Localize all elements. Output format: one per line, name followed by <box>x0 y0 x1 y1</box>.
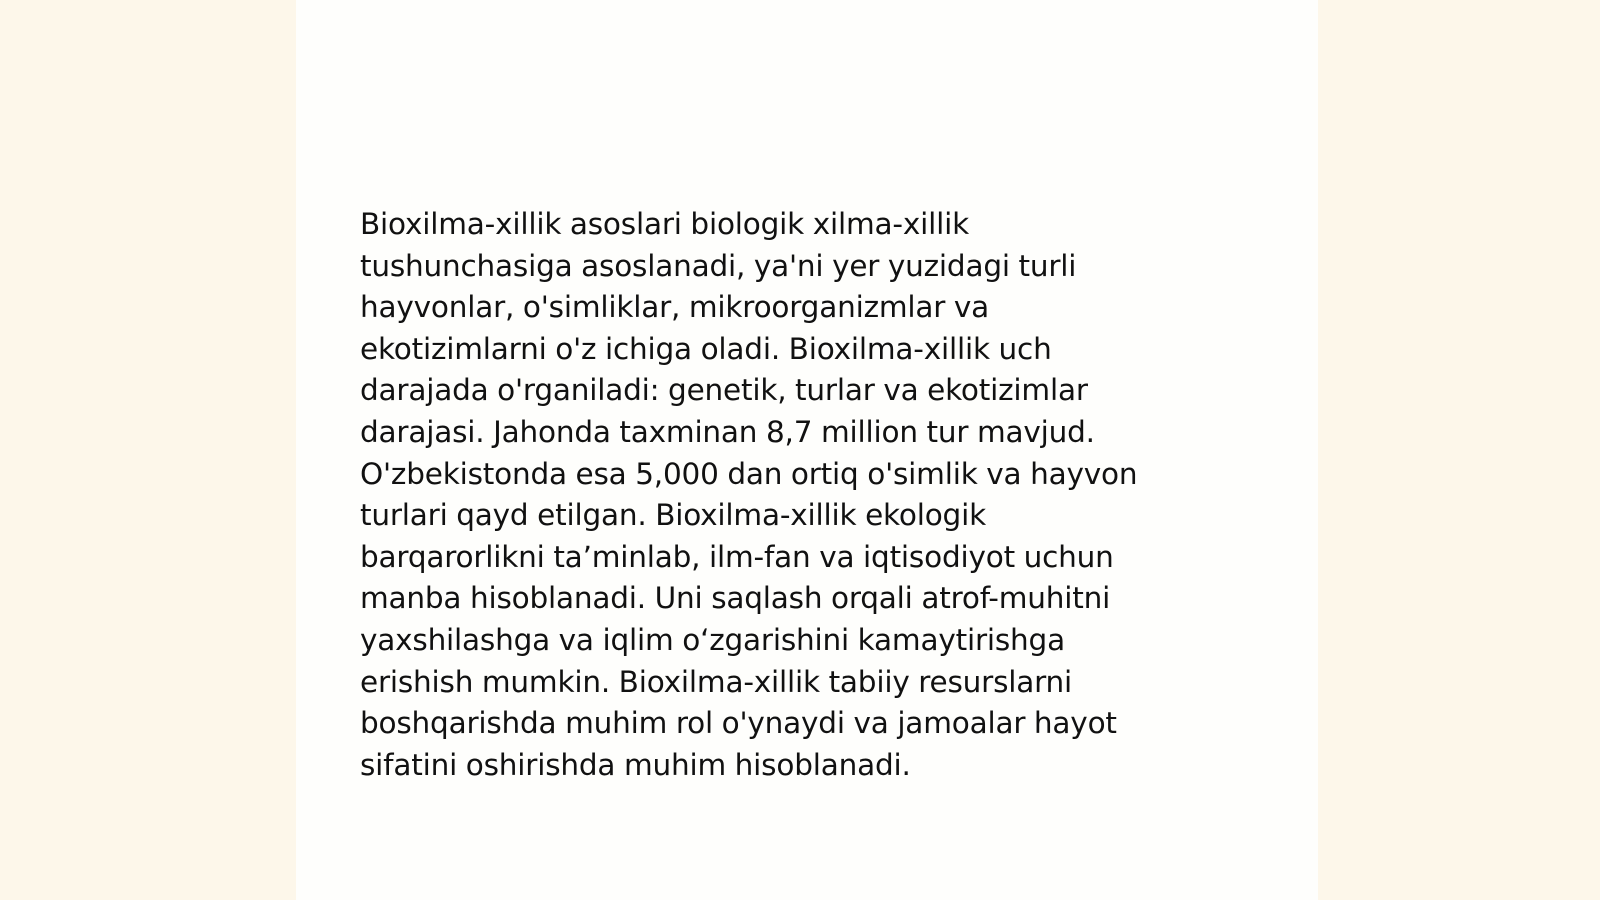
text-line: Bioxilma-xillik asoslari biologik xilma-xillik <box>360 207 969 241</box>
text-line: hayvonlar, o'simliklar, mikroorganizmlar va <box>360 290 990 325</box>
text-line: O'zbekistonda esa 5,000 dan ortiq o'simlik va hayvon <box>360 456 1138 491</box>
text-line: darajasi. Jahonda taxminan 8,7 million tur mavjud. <box>360 414 1095 449</box>
text-line: darajada o'rganiladi: genetik, turlar va ekotizimlar <box>360 373 1088 408</box>
text-line: barqarorlikni ta’minlab, ilm-fan va iqtisodiyot uchun <box>360 539 1114 574</box>
text-line: sifatini oshirishda muhim hisoblanadi. <box>360 747 911 782</box>
text-line: turlari qayd etilgan. Bioxilma-xillik ekologik <box>360 498 986 533</box>
slide-body-text <box>360 204 1240 786</box>
text-line: yaxshilashga va iqlim o‘zgarishini kamaytirishga <box>360 622 1065 657</box>
text-line: manba hisoblanadi. Uni saqlash orqali atrof-muhitni <box>360 581 1111 616</box>
text-line: boshqarishda muhim rol o'ynaydi va jamoalar hayot <box>360 706 1117 741</box>
slide-page <box>296 0 1318 900</box>
text-line: tushunchasiga asoslanadi, ya'ni yer yuzidagi turli <box>360 248 1077 283</box>
text-line: ekotizimlarni o'z ichiga oladi. Bioxilma-xillik uch <box>360 331 1052 366</box>
text-line: erishish mumkin. Bioxilma-xillik tabiiy resurslarni <box>360 664 1073 699</box>
